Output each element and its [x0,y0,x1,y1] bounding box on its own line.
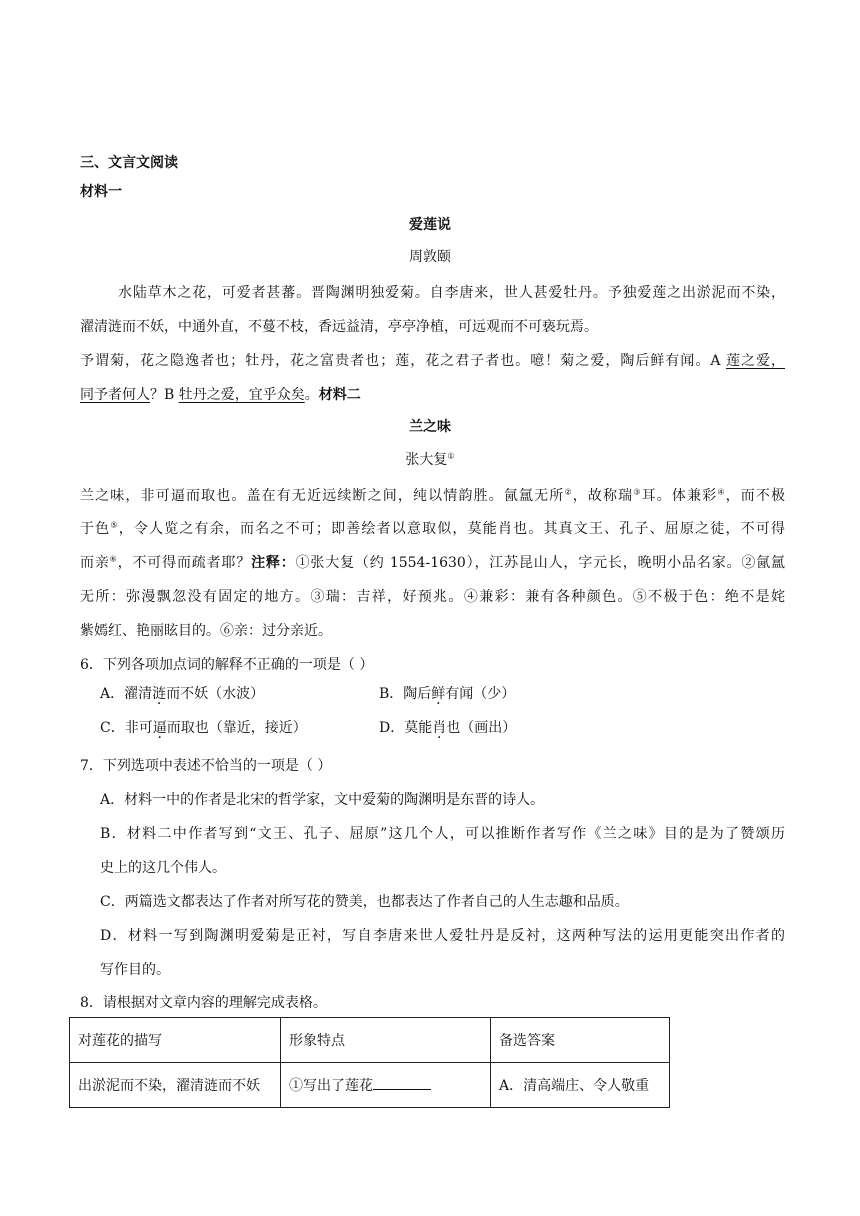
table-header-cell: 备选答案 [491,1018,670,1063]
option-b: B．陶后鲜有闻（少） [379,686,516,702]
table-header-cell: 形象特点 [281,1018,491,1063]
table-cell: 出淤泥而不染，濯清涟而不妖 [70,1063,281,1108]
option-a: A．濯清涟而不妖（水波） [100,686,265,702]
answer-table [69,1017,670,1108]
table-header-cell: 对莲花的描写 [70,1018,281,1063]
material-label: 材料一 [80,184,122,200]
essay-paragraph-line: 水陆草木之花，可爱者甚蕃。晋陶渊明独爱菊。自李唐来，世人甚爱牡丹。予独爱莲之出淤泥而不染， [118,285,785,301]
essay-paragraph-line: 予谓菊，花之隐逸者也；牡丹，花之富贵者也；莲，花之君子者也。噫！菊之爱，陶后鲜有闻。A 莲之爱， [80,353,785,369]
question-stem: 6．下列各项加点词的解释不正确的一项是（ ） [80,657,374,673]
answer-blank[interactable] [373,1077,431,1090]
option-d-continued: 写作目的。 [100,962,170,978]
question-stem: 7．下列选项中表述不恰当的一项是（ ） [80,758,332,774]
material-label: 材料二 [318,387,361,403]
essay-paragraph-line: 而亲⑥，不可得而疏者耶？注释：①张大复（约 1554-1630），江苏昆山人，字元长，晚明小品名家。②氤氲 [80,554,786,571]
essay-paragraph-line: 濯清涟而不妖，中通外直，不蔓不枝，香远益清，亭亭净植，可远观而不可亵玩焉。 [80,319,598,335]
option-b-continued: 史上的这几个伟人。 [100,860,226,876]
option-c: C．非可逼而取也（靠近，接近） [100,720,307,736]
section-heading: 三、文言文阅读 [80,155,178,171]
essay-author: 张大复① [405,451,455,468]
essay-paragraph-line: 于色⑤，令人览之有余，而名之不可；即善绘者以意取似，莫能肖也。其真文王、孔子、屈原之徒，不可得 [80,520,786,537]
essay-author: 周敦颐 [409,249,451,265]
table-row [70,1063,670,1108]
essay-paragraph-line: 兰之味，非可逼而取也。盖在有无近远续断之间，纯以情韵胜。氤氲无所②，故称瑞③耳。体兼彩④，而不极 [80,487,786,504]
underlined-phrase-a: 莲之爱， [725,353,785,369]
option-c: C．两篇选文都表达了作者对所写花的赞美，也都表达了作者自己的人生志趣和品质。 [100,894,629,910]
notes-label: 注释： [251,555,296,571]
essay-paragraph-line: 同予者何人？B 牡丹之爱，宜乎众矣。材料二 [80,387,361,403]
question-stem: 8．请根据对文章内容的理解完成表格。 [80,995,327,1011]
underlined-phrase-b: 牡丹之爱，宜乎众矣 [178,387,305,403]
essay-title: 兰之味 [409,419,451,435]
essay-paragraph-line: 紫嫣红、艳丽眩目的。⑥亲：过分亲近。 [80,623,332,639]
option-a: A．材料一中的作者是北宋的哲学家，文中爱菊的陶渊明是东晋的诗人。 [100,792,545,808]
option-b: B．材料二中作者写到“文王、孔子、屈原”这几个人，可以推断作者写作《兰之味》目的是为了赞颂历 [100,826,785,842]
option-d: D．材料一写到陶渊明爱菊是正衬，写自李唐来世人爱牡丹是反衬，这两种写法的运用更能突出作者的 [100,928,785,944]
option-d: D．莫能肖也（画出） [379,720,517,736]
table-header-row [70,1018,670,1063]
table-cell: ①写出了莲花 [281,1063,491,1108]
table-cell: A．清高端庄、令人敬重 [491,1063,670,1108]
essay-title: 爱莲说 [409,217,451,233]
underlined-phrase-a: 同予者何人 [80,387,150,403]
essay-paragraph-line: 无所：弥漫飘忽没有固定的地方。③瑞：吉祥，好预兆。④兼彩：兼有各种颜色。⑤不极于色：绝不是姹 [80,589,785,605]
